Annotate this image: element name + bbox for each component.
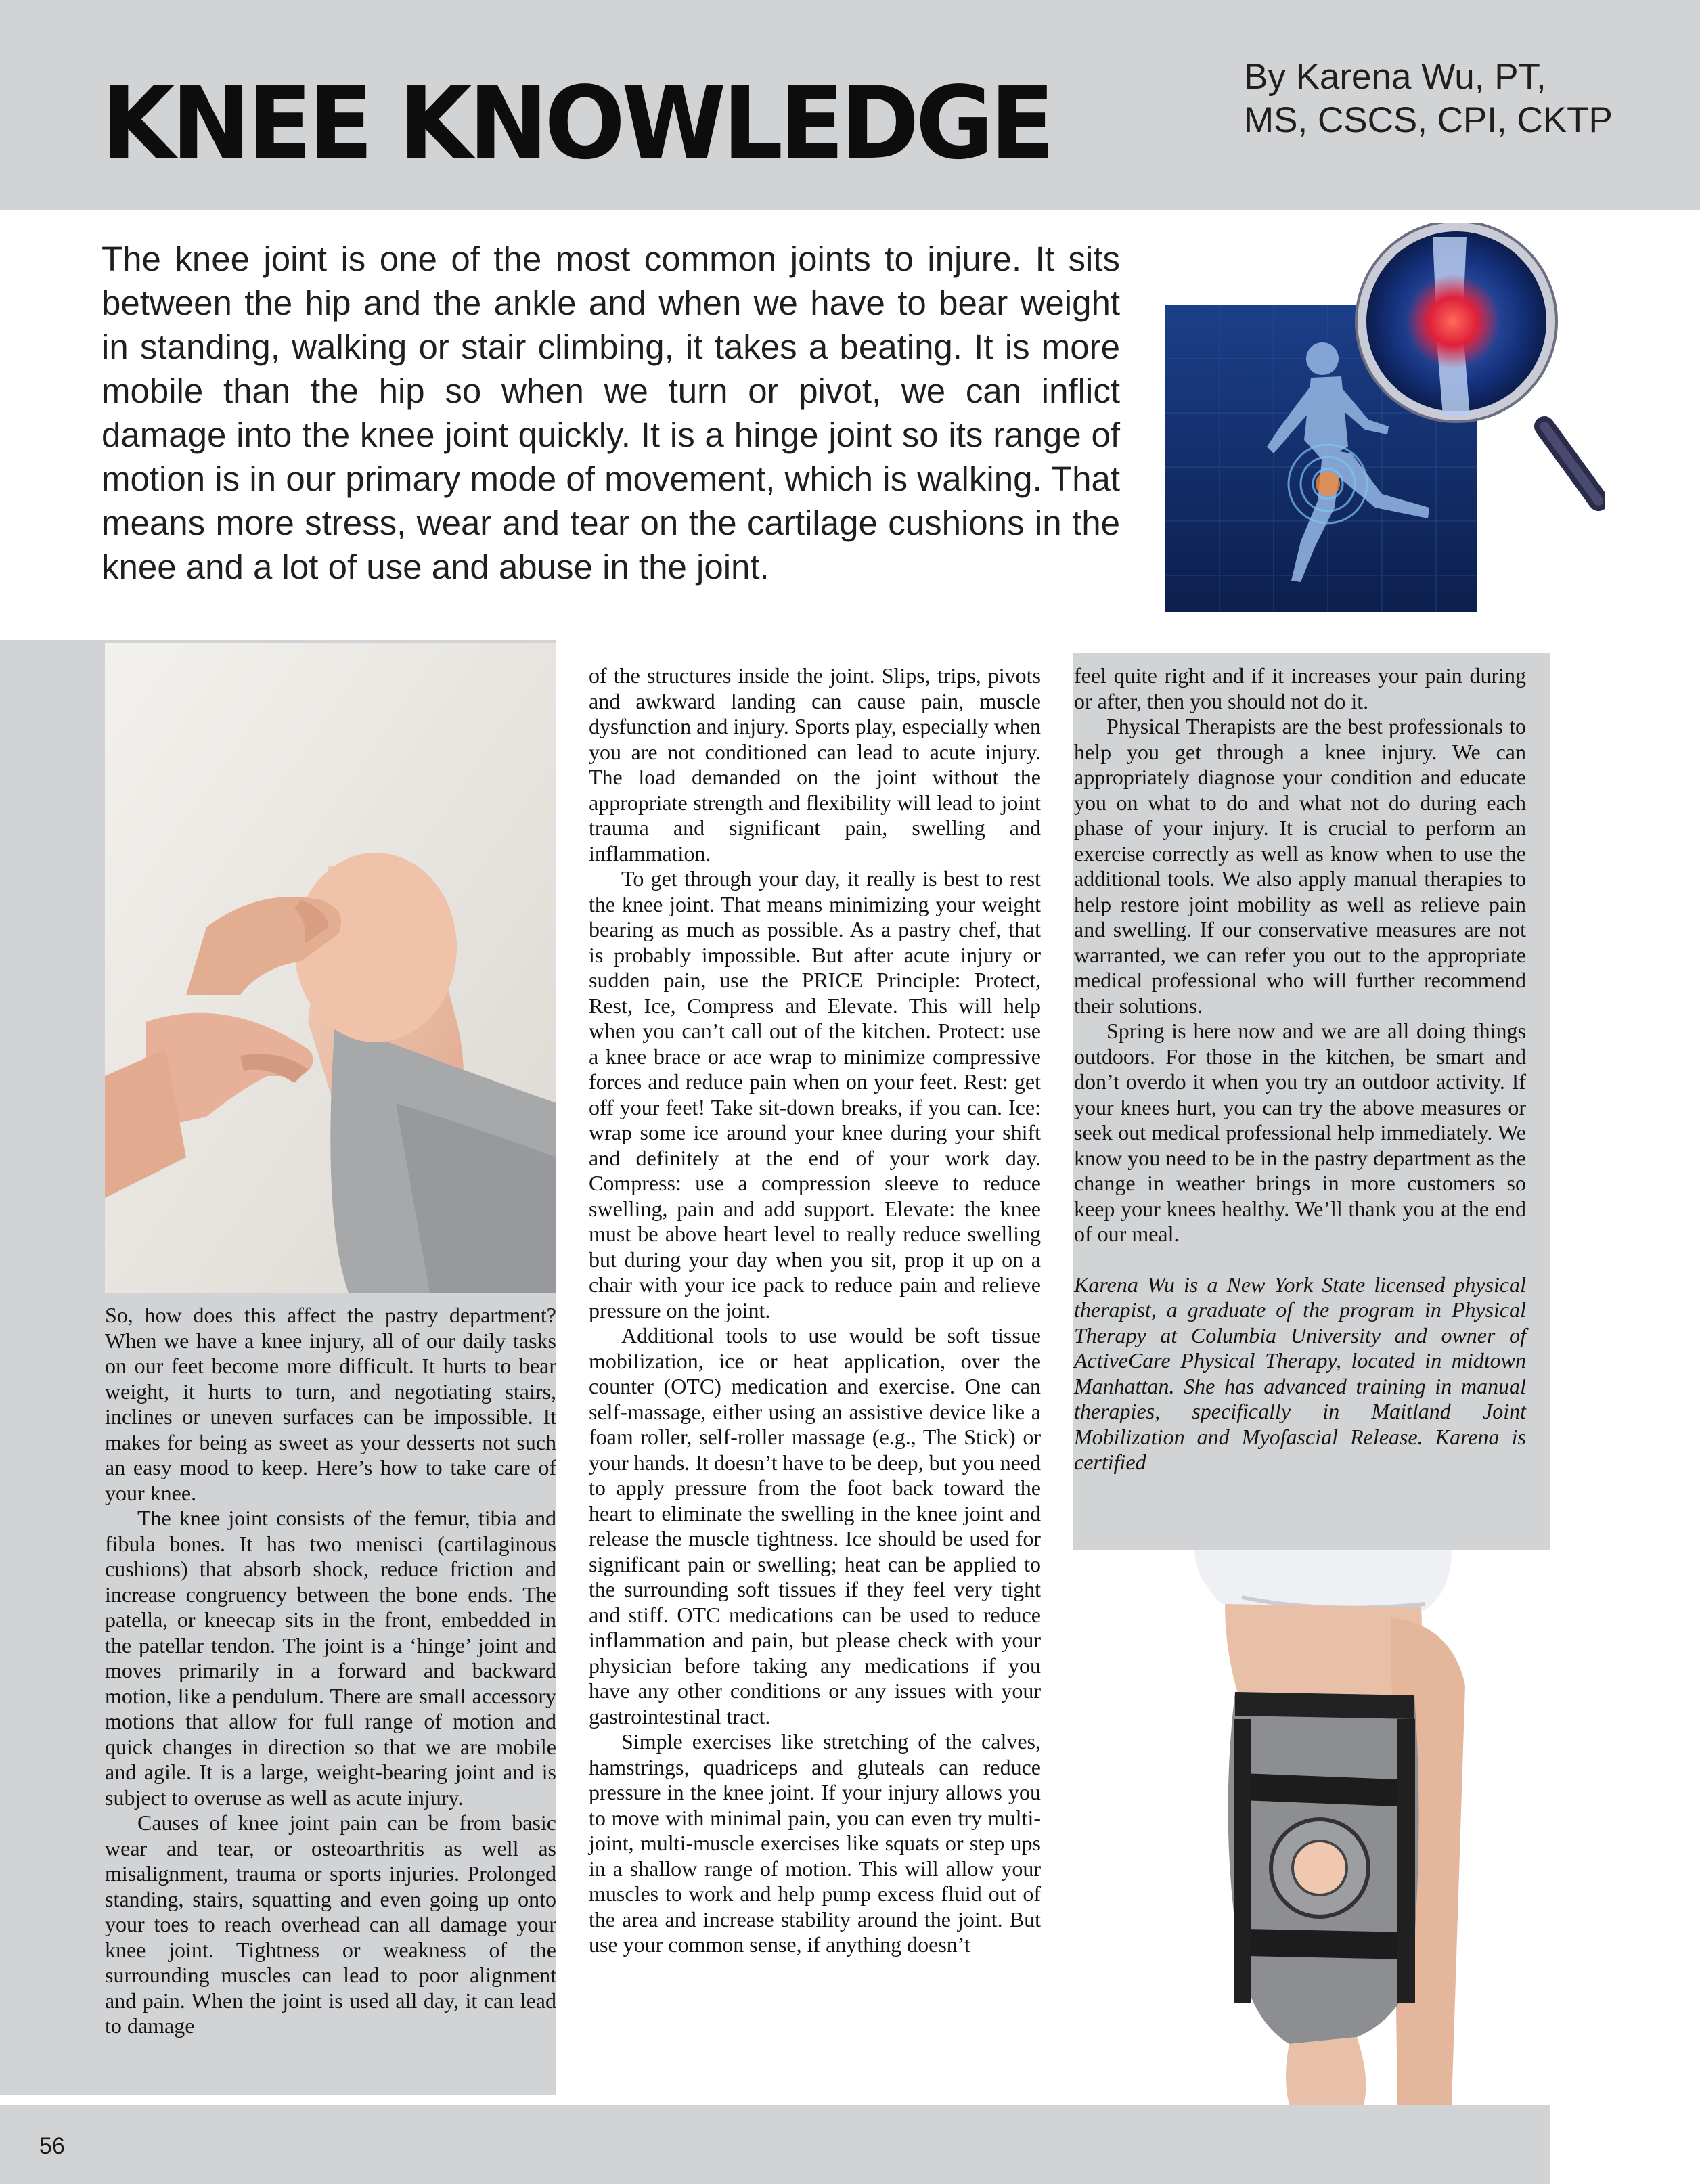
intro-paragraph: The knee joint is one of the most common joints to injure. It sits between the hip and the ankle and when we have to bear weight in standing, walking or stair climbing, it takes a beating. It is more mobile than the hip so when we turn or pivot, we can inflict damage into the knee joint quickly. It is a hinge joint so its range of motion is in our primary mode of movement, which is walking. That means more stress, wear and tear on the cartilage cushions in the knee and a lot of use and abuse in the joint. bbox=[102, 240, 1120, 586]
col2-paragraph-3: Additional tools to use would be soft tissue mobilization, ice or heat application, over the counter (OTC) medication and exercise. One can self-massage, either using an assistive device like a foam roller, self-roller massage (e.g., The Stick) or your hands. It doesn’t have to be deep, but you need to apply pressure from the foot back toward the heart to eliminate the swelling in the knee joint and release the muscle tightness. Ice should be used for significant pain or swelling; heat can be applied to the surrounding soft tissues if they feel very tight and stiff. OTC medications can be used to reduce inflammation and pain, but please check with your physician before taking any medications if you have any other conditions or any issues with your gastrointestinal tract. bbox=[589, 1323, 1041, 1729]
col2-paragraph-2: To get through your day, it really is best to rest the knee joint. That means minimizing your weight bearing as much as possible. As a pastry chef, that is probably impossible. But after acute injury or sudden pain, use the PRICE Principle: Protect, Rest, Ice, Compress and Elevate. This will help when you can’t call out of the kitchen. Protect: use a knee brace or ace wrap to minimize compressive forces and reduce pain when on your feet. Rest: get off your feet! Take sit-down breaks, if you can. Ice: wrap some ice around your knee during your shift and definitely at the end of your work day. Compress: use a compression sleeve to reduce swelling, pain and add support. Elevate: the knee must be above heart level to really reduce swelling but during your day when you sit, prop it up on a chair with your ice pack to reduce pain and relieve pressure on the joint. bbox=[589, 866, 1041, 1322]
col1-paragraph-3: Causes of knee joint pain can be from basic wear and tear, or osteoarthritis as well as misalignment, trauma or sports injuries. Prolonged standing, stairs, squatting and even going up onto your toes to reach overhead can all damage your knee joint. Tightness or weakness of the surrounding muscles can lead to poor alignment and pain. When the joint is used all day, it can lead to damage bbox=[105, 1810, 556, 2038]
knee-brace-photo bbox=[1073, 1550, 1550, 2105]
col2-paragraph-1: of the structures inside the joint. Slips, trips, pivots and awkward landing can cause pain, muscle dysfunction and injury. Sports play, especially when you are not conditioned can lead to acute injury. The load demanded on the joint without the appropriate strength and flexibility will lead to joint trauma and significant pain, swelling and inflammation. bbox=[589, 663, 1041, 866]
body-column-3 bbox=[1074, 663, 1526, 1475]
author-bio: Karena Wu is a New York State licensed physical therapist, a graduate of the program in Physical Therapy at Columbia University and owner of ActiveCare Physical Therapy, located in midtown Manhattan. She has advanced training in manual therapies, specifically in Maitland Joint Mobilization and Myofascial Release. Karena is certified bbox=[1074, 1272, 1526, 1474]
col3-paragraph-1: feel quite right and if it increases your pain during or after, then you should not do it. bbox=[1074, 663, 1526, 713]
article-title: KNEE KNOWLEDGE bbox=[102, 65, 1051, 181]
knee-xray-hero-image bbox=[1165, 223, 1605, 612]
col1-paragraph-2: The knee joint consists of the femur, tibia and fibula bones. It has two menisci (cartilaginous cushions) that absorb shock, reduce friction and increase congruency between the bone ends. The patella, or kneecap sits in the front, embedded in the patellar tendon. The joint is a ‘hinge’ joint and moves primarily in a forward and backward motion, like a pendulum. There are small accessory motions that allow for full range of motion and quick changes in direction so that we are mobile and agile. It is a large, weight-bearing joint and is subject to overuse as well as acute injury. bbox=[105, 1506, 556, 1810]
col3-paragraph-2: Physical Therapists are the best professionals to help you get through a knee injury. We can appropriately diagnose your condition and educate you on what to do and what not do during each phase of your injury. It is crucial to perform an exercise correctly as well as know when to use the additional tools. We also apply manual therapies to help restore joint mobility as well as relieve pain and swelling. If our conservative measures are not warranted, we can refer you out to the appropriate medical professional who will further recommend their solutions. bbox=[1074, 714, 1526, 1018]
byline-line-2: MS, CSCS, CPI, CKTP bbox=[1244, 100, 1613, 140]
body-column-1 bbox=[105, 1303, 556, 2039]
col1-paragraph-1: So, how does this affect the pastry department? When we have a knee injury, all of our daily tasks on our feet become more difficult. It hurts to bear weight, it hurts to turn, and negotiating stairs, inclines or uneven surfaces can be impossible. It makes for being as sweet as your desserts not such an easy mood to keep. Here’s how to take care of your knee. bbox=[105, 1303, 556, 1505]
byline bbox=[1244, 55, 1613, 142]
byline-line-1: By Karena Wu, PT, bbox=[1244, 57, 1546, 97]
page-number: 56 bbox=[39, 2133, 65, 2159]
body-column-2 bbox=[589, 663, 1041, 1958]
hands-examining-knee-photo bbox=[105, 643, 556, 1293]
col2-paragraph-4: Simple exercises like stretching of the calves, hamstrings, quadriceps and gluteals can reduce pressure in the knee joint. If your injury allows you to move with minimal pain, you can even try multi-joint, multi-muscle exercises like squats or step ups in a shallow range of motion. This will allow your muscles to work and help pump excess fluid out of the area and increase stability around the joint. But use your common sense, if anything doesn’t bbox=[589, 1729, 1041, 1957]
bottom-gray-band bbox=[0, 2105, 1550, 2184]
col3-paragraph-3: Spring is here now and we are all doing things outdoors. For those in the kitchen, be smart and don’t overdo it when you try an outdoor activity. If your knees hurt, you can try the above measures or seek out medical professional help immediately. We know you need to be in the pastry department as the change in weather brings in more customers so keep your knees healthy. We’ll thank you at the end of our meal. bbox=[1074, 1019, 1526, 1246]
